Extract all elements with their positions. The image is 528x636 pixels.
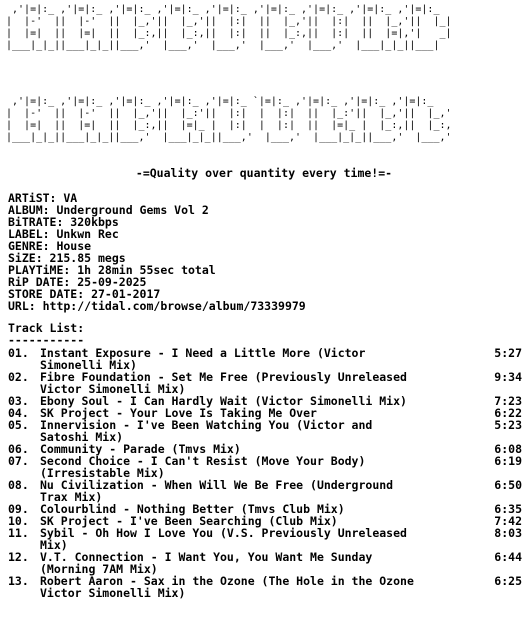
track-number: 07. [8,454,29,468]
track-title-continued: (Morning 7AM Mix) [40,562,158,576]
track-title-continued: Mix) [40,538,68,552]
track-row [8,347,522,371]
track-title: Ebony Soul - I Can Hardly Wait (Victor Simonelli Mix) [40,394,407,408]
track-number: 06. [8,442,29,456]
track-number: 08. [8,478,29,492]
track-title: Fibre Foundation - Set Me Free (Previously Unreleased [40,370,407,384]
info-label: LABEL: Unkwn Rec [8,227,119,241]
info-artist: ARTiST: VA [8,191,78,205]
track-list [8,347,522,599]
track-duration: 6:25 [494,574,522,588]
track-number: 04. [8,406,29,420]
track-duration: 5:23 [494,418,522,432]
track-title: Nu Civilization - When Will We Be Free (Underground [40,478,394,492]
track-duration: 7:42 [494,514,522,528]
track-duration: 6:19 [494,454,522,468]
track-duration: 6:35 [494,502,522,516]
track-number: 02. [8,370,29,384]
track-duration: 5:27 [494,346,522,360]
track-number: 13. [8,574,29,588]
track-duration: 6:50 [494,478,522,492]
track-row [8,479,522,503]
track-title: Colourblind - Nothing Better (Tmvs Club Mix) [40,502,345,516]
track-number: 03. [8,394,29,408]
track-title: SK Project - I've Been Searching (Club Mix) [40,514,338,528]
track-list-rule: ----------- [8,333,85,347]
track-title: Second Choice - I Can't Resist (Move Your Body) [40,454,366,468]
track-number: 01. [8,346,29,360]
track-duration: 7:23 [494,394,522,408]
info-size: SiZE: 215.85 megs [8,251,126,265]
track-title-continued: Trax Mix) [40,490,103,504]
info-genre: GENRE: House [8,239,92,253]
track-number: 10. [8,514,29,528]
track-title: SK Project - Your Love Is Taking Me Over [40,406,317,420]
tagline: -=Quality over quantity every time!=- [135,166,393,180]
track-duration: 9:34 [494,370,522,384]
track-duration: 6:44 [494,550,522,564]
track-row [8,371,522,395]
track-title-continued: (Irresistable Mix) [40,466,165,480]
track-title-continued: Satoshi Mix) [40,430,124,444]
track-title: Sybil - Oh How I Love You (V.S. Previously Unreleased [40,526,407,540]
track-number: 05. [8,418,29,432]
info-playtime: PLAYTiME: 1h 28min 55sec total [8,263,216,277]
track-list-title: Track List: [8,321,85,335]
track-row [8,575,522,599]
track-title-continued: Victor Simonelli Mix) [40,382,186,396]
track-title: V.T. Connection - I Want You, You Want Me Sunday [40,550,373,564]
track-number: 09. [8,502,29,516]
track-title: Instant Exposure - I Need a Little More (Victor [40,346,366,360]
track-row [8,551,522,575]
ascii-logo-top: ,'|=|:_ ,'|=|:_ ,'|=|:_ ,'|=|:_ ,'|=|:_ ,'|=|:_ ,'|=|:_ ,'|=|:_ ,'|=|:_ | |-' || |-' || |_,'|| |_,'|| |:| || |_,'|| |:| || |_,'|| |_| | |=| || |=| || |_:,|| |_:,|| |:| || |_:,|| |:| || |=|,'| _| |___|_|_||___|_|_||___,' |___,' |___,' |___,' |___,' |___|_|_||___| [6,4,452,51]
info-store-date: STORE DATE: 27-01-2017 [8,287,161,301]
track-title: Innervision - I've Been Watching You (Victor and [40,418,373,432]
track-title: Community - Parade (Tmvs Mix) [40,442,241,456]
track-row [8,455,522,479]
track-duration: 6:22 [494,406,522,420]
track-number: 11. [8,526,29,540]
track-duration: 8:03 [494,526,522,540]
track-title: Robert Aaron - Sax in the Ozone (The Hole in the Ozone [40,574,414,588]
info-album: ALBUM: Underground Gems Vol 2 [8,203,209,217]
track-row [8,419,522,443]
track-row [8,527,522,551]
info-bitrate: BiTRATE: 320kbps [8,215,119,229]
release-info [8,192,306,312]
info-url: URL: http://tidal.com/browse/album/73339979 [8,299,306,313]
ascii-logo-bottom: ,'|=|:_ ,'|=|:_ ,'|=|:_ ,'|=|:_ ,'|=|:_ `|=|:_ ,'|=|:_ ,'|=|:_ ,'|=|:_ | |-' || |-' || |_,'|| |_:'|| |:| | |:| || |_:'|| |_,'|| |_,' | |=| || |=| || |_:,|| |=|_ | |:| | |:| || |=|_ | |_:,|| |_:, |___|_|_||___|_|_||___,' |___|_|_||___,' |___,' |___|_|_||___,' |___,' [6,96,452,143]
info-rip-date: RiP DATE: 25-09-2025 [8,275,147,289]
track-title-continued: Victor Simonelli Mix) [40,586,186,600]
track-title-continued: Simonelli Mix) [40,358,137,372]
track-duration: 6:08 [494,442,522,456]
track-number: 12. [8,550,29,564]
